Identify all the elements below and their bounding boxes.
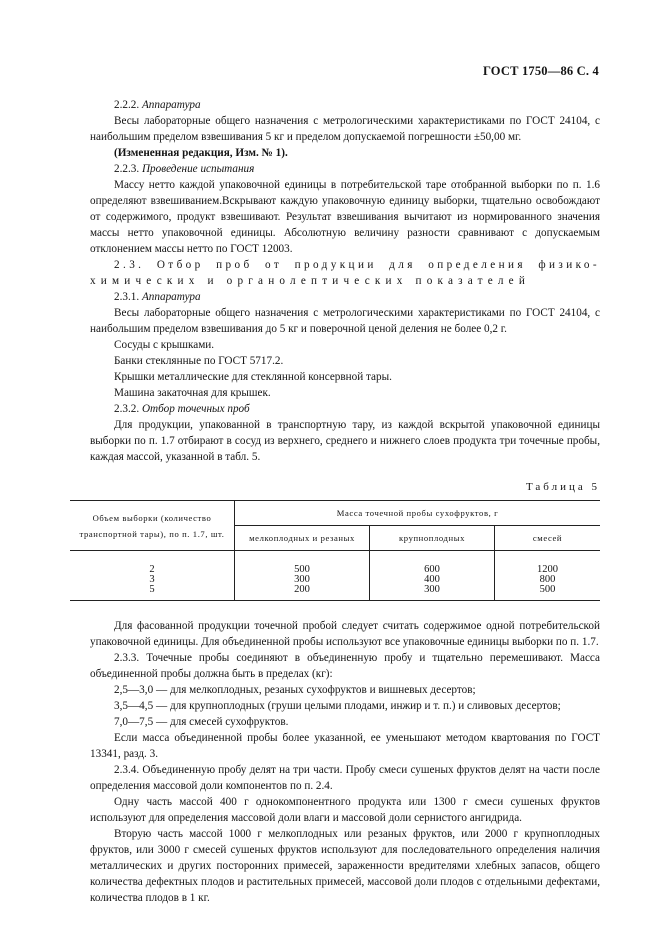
mass-range-item: 7,0—7,5 — для смесей сухофруктов.	[114, 716, 289, 728]
table-cell: 1200	[495, 565, 601, 575]
edition-note	[90, 145, 600, 161]
paragraph-second-part: Вторую часть массой 1000 г мелкоплодных или резаных фруктов, или 2000 г крупноплодных фруктов, или 3000 г смесей сушеных фруктов используют для последовательного определения наличия металлических и других посторонних примесей, зараженности вредителями хлебных запасов, общего количества дефектных плодов и растительных примесей, массовой доли плодов с отдельными дефектами, количества плодов в 1 кг.	[90, 828, 600, 904]
page-header: ГОСТ 1750—86 С. 4	[482, 64, 599, 78]
table-group-header: Масса точечной пробы сухофруктов, г	[235, 501, 601, 526]
table-cell: 5	[70, 585, 235, 601]
paragraph-packaged-products: Для фасованной продукции точечной пробой следует считать содержимое одной потребительской упаковочной единицы. Для объединенной пробы используют все упаковочные единицы выборки по п. 1.7.	[90, 620, 600, 648]
table-header-row	[70, 501, 600, 526]
section-2-3-1-text: Весы лабораторные общего назначения с метрологическими характеристиками по ГОСТ 24104, с наибольшим пределом взвешивания до 5 кг и поверочной ценой деления не более 0,2 г.	[90, 307, 600, 335]
sample-mass-table	[70, 500, 600, 601]
section-title: Проведение испытания	[141, 163, 255, 175]
equipment-item: Машина закаточная для крышек.	[114, 387, 271, 399]
section-number: 2.2.3.	[114, 163, 140, 175]
section-2-3-heading-line-2: химических и органолептических показателей	[90, 275, 531, 287]
section-2-2-3-text: Массу нетто каждой упаковочной единицы в потребительской таре отобранной выборки по п. 1.6 определяют взвешиванием.Вскрывают каждую упаковочную единицу выборки, тщательно освобождают от содержимого, продукт взвешивают. Результат взвешивания вычитают из нормированного значения массы нетто упаковочной единицы. Абсолютную величину разности сравнивают с допускаемым отклонением массы нетто по ГОСТ 12003.	[90, 179, 600, 255]
section-2-3-2-heading	[90, 401, 600, 417]
section-2-3-4-text: 2.3.4. Объединенную пробу делят на три части. Пробу смеси сушеных фруктов делят на части после определения массовой доли компонентов по п. 2.4.	[90, 764, 600, 792]
section-title: Аппаратура	[141, 291, 201, 303]
table-cell: 2	[149, 564, 155, 575]
table-cell: 300	[370, 585, 495, 601]
section-2-2-2-heading	[90, 97, 600, 113]
section-2-3-heading-line-1: 2.3. Отбор проб от продукции для определения физико-	[114, 259, 600, 271]
table-cell: 800	[495, 575, 601, 585]
edition-note-text: (Измененная редакция, Изм. № 1).	[114, 147, 288, 159]
table-cell: 300	[235, 575, 370, 585]
table-cell: 3	[149, 574, 155, 585]
mass-range-item: 3,5—4,5 — для крупноплодных (груши целыми плодами, инжир и т. п.) и сливовых десертов;	[114, 700, 561, 712]
section-number: 2.3.2.	[114, 403, 140, 415]
section-title: Отбор точечных проб	[141, 403, 250, 415]
table-subheader: крупноплодных	[370, 526, 495, 551]
paragraph-first-part: Одну часть массой 400 г однокомпонентного продукта или 1300 г смеси сушеных фруктов используют для определения массовой доли влаги и массовой доли сернистого ангидрида.	[90, 796, 600, 824]
section-2-2-2-text: Весы лабораторные общего назначения с метрологическими характеристиками по ГОСТ 24104, с наибольшим пределом взвешивания 5 кг и пределом допускаемой погрешности ±50,00 мг.	[90, 115, 600, 143]
equipment-item: Сосуды с крышками.	[114, 339, 215, 351]
section-title: Аппаратура	[141, 99, 201, 111]
table-cell: 500	[495, 585, 601, 601]
section-number: 2.3.1.	[114, 291, 140, 303]
table-subheader: мелкоплодных и резаных	[235, 526, 370, 551]
section-2-3-1-heading	[90, 289, 600, 305]
table-cell: 500	[235, 565, 370, 575]
section-number: 2.2.2.	[114, 99, 140, 111]
section-2-2-3-heading	[90, 161, 600, 177]
table-cell: 600	[370, 565, 495, 575]
equipment-item: Крышки металлические для стеклянной консервной тары.	[114, 371, 392, 383]
table-cell: 200	[235, 585, 370, 601]
mass-range-item: 2,5—3,0 — для мелкоплодных, резаных сухофруктов и вишневых десертов;	[114, 684, 476, 696]
section-2-3-3-text: 2.3.3. Точечные пробы соединяют в объединенную пробу и тщательно перемешивают. Масса объединенной пробы должна быть в пределах (кг):	[90, 652, 600, 680]
table-cell: 400	[370, 575, 495, 585]
table-row	[70, 585, 600, 601]
table-caption: Таблица 5	[525, 481, 600, 493]
paragraph-quartering: Если масса объединенной пробы более указанной, ее уменьшают методом квартования по ГОСТ 13341, разд. 3.	[90, 732, 600, 760]
section-2-3-2-text: Для продукции, упакованной в транспортную тару, из каждой вскрытой упаковочной единицы выборки по п. 1.7 отбирают в сосуд из верхнего, среднего и нижнего слоев продукта три точечные пробы, каждая массой, указанной в табл. 5.	[90, 419, 600, 463]
equipment-item: Банки стеклянные по ГОСТ 5717.2.	[114, 355, 284, 367]
table-spacer-row	[70, 551, 600, 566]
document-body	[79, 97, 600, 906]
table-subheader: смесей	[495, 526, 601, 551]
table-col-header-sample-volume: Объем выборки (количество транспортной тары), по п. 1.7, шт.	[70, 501, 235, 551]
